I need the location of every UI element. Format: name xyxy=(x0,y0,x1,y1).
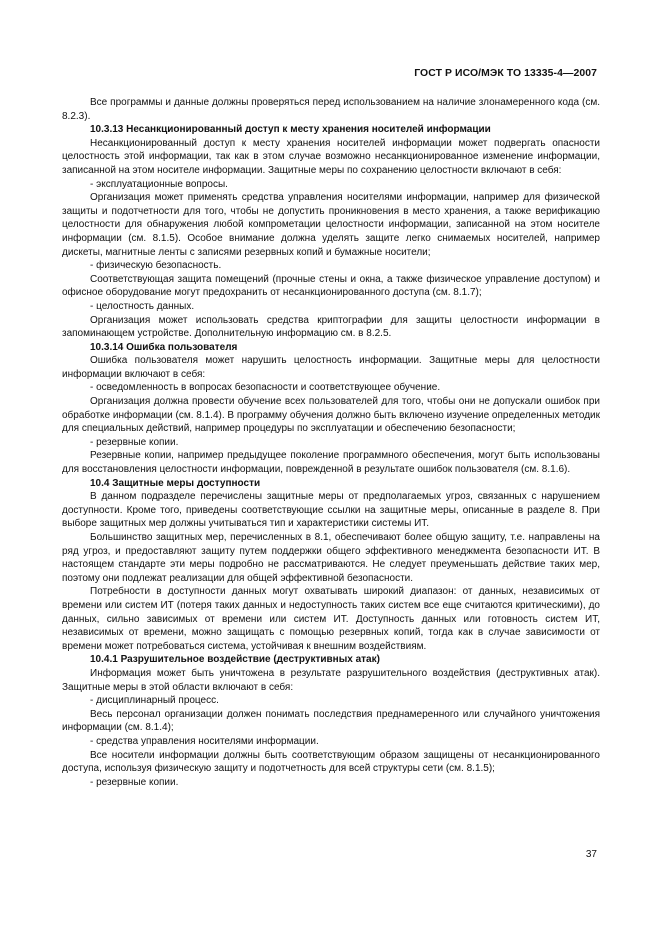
paragraph: В данном подразделе перечислены защитные меры от предполагаемых угроз, связанных с нарушением доступности. Кроме того, приведены соответствующие ссылки на защитные меры, описанные в разделе 8. При выборе защитных мер должны учитываться тип и характеристики системы ИТ. xyxy=(62,491,600,530)
paragraph: Ошибка пользователя может нарушить целостность информации. Защитные меры для целостности информации включают в себя: xyxy=(62,355,600,380)
paragraph: Информация может быть уничтожена в результате разрушительного воздействия (деструктивных атак). Защитные меры в этой области включают в себя: xyxy=(62,667,600,693)
paragraph: Резервные копии, например предыдущее поколение программного обеспечения, могут быть использованы для восстановления целостности информации, поврежденной в результате ошибок пользователя (см. 8.1.6). xyxy=(62,450,600,476)
paragraph: Все программы и данные должны проверяться перед использованием на наличие злонамеренного кода (см. 8.2.3). xyxy=(62,97,600,122)
paragraph: Организация должна провести обучение всех пользователей для того, чтобы они не допускали ошибок при обработке информации (см. 8.1.4). В программу обучения должно быть включено изучение определенных методик для специальных действий, например процедуры по эксплуатации и обеспечению безопасности; xyxy=(62,396,600,435)
paragraph: - целостность данных. xyxy=(90,300,195,312)
paragraph: Организация может применять средства управления носителями информации, например для физической защиты и подотчетности для того, чтобы не допустить проникновения в место хранения, а также верификацию целостности для обнаружения любой компрометации целостности информации, записанной на этом носителе информации (см. 8.1.5). Особое внимание должна уделять защите легко снимаемых носителей, например дискеты, магнитные ленты с записями резервных копий и бумажные носители; xyxy=(62,192,600,258)
section-heading: 10.3.13 Несанкционированный доступ к месту хранения носителей информации xyxy=(90,124,491,136)
paragraph: - физическую безопасность. xyxy=(90,260,222,272)
section-heading: 10.4.1 Разрушительное воздействие (деструктивных атак) xyxy=(90,654,380,666)
document-body xyxy=(62,96,600,789)
document-header: ГОСТ Р ИСО/МЭК ТО 13335-4—2007 xyxy=(414,68,597,79)
paragraph: Все носители информации должны быть соответствующим образом защищены от несанкционированного доступа, используя физическую защиту и подотчетность для всей структуры сети (см. 8.1.5); xyxy=(62,749,600,775)
paragraph: - осведомленность в вопросах безопасности и соответствующее обучение. xyxy=(90,382,441,394)
section-heading: 10.4 Защитные меры доступности xyxy=(90,477,261,489)
page-number: 37 xyxy=(585,849,597,860)
paragraph: - средства управления носителями информации. xyxy=(90,735,319,747)
paragraph: - резервные копии. xyxy=(90,776,179,788)
paragraph: Весь персонал организации должен понимать последствия преднамеренного или случайного уничтожения информации (см. 8.1.4); xyxy=(62,708,600,734)
paragraph: - эксплуатационные вопросы. xyxy=(90,178,228,190)
paragraph: Потребности в доступности данных могут охватывать широкий диапазон: от данных, независимых от времени или систем ИТ (потеря таких данных и недоступность таких систем все еще считаются критическими), до данных, сильно зависимых от времени или систем ИТ. Доступность данных или готовность систем ИТ, независимых от времени, можно защищать с помощью резервных копий, тогда как в случае зависимости от времени может потребоваться система, устойчивая к внешним воздействиям. xyxy=(62,586,600,652)
paragraph: - резервные копии. xyxy=(90,436,179,448)
paragraph: - дисциплинарный процесс. xyxy=(90,695,219,707)
paragraph: Соответствующая защита помещений (прочные стены и окна, а также физическое управление доступом) и офисное оборудование могут предохранить от несанкционированного доступа (см. 8.1.7); xyxy=(62,273,600,299)
paragraph: Организация может использовать средства криптографии для защиты целостности информации в запоминающем устройстве. Дополнительную информацию см. в 8.2.5. xyxy=(62,314,600,340)
section-heading: 10.3.14 Ошибка пользователя xyxy=(90,341,238,353)
paragraph: Несанкционированный доступ к месту хранения носителей информации может подвергать опасности целостность этой информации, так как в этом случае возможно несанкционированное изменение информации, записанной на этом носителе информации. Защитные меры по сохранению целостности включают в себя: xyxy=(62,137,600,176)
paragraph: Большинство защитных мер, перечисленных в 8.1, обеспечивают более общую защиту, т.е. направлены на ряд угроз, и предоставляют защиту путем поддержки общего эффективного менеджмента безопасности ИТ. В настоящем стандарте эти меры подробно не рассматриваются. Не следует преуменьшать действие таких мер, поэтому они подлежат реализации для общей эффективной безопасности. xyxy=(62,532,600,584)
